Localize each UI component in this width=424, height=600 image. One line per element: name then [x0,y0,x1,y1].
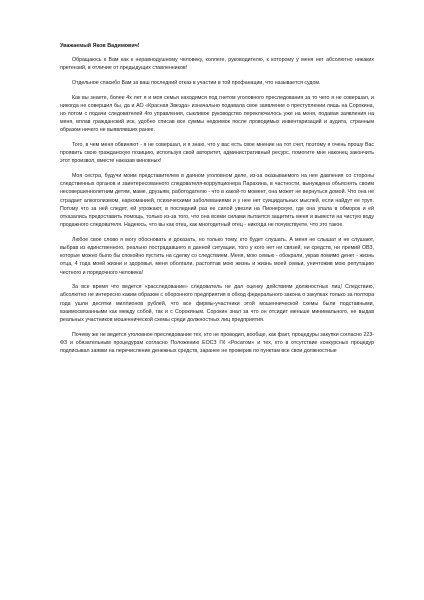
letter-paragraph: Любое свое слово я могу обосновать и доказать, но только тому, кто будет слушать. А меня не слышат и не слушают, выбрав из единственного, реально пострадавшего в данной ситуации, того у кого нет ни связей, ни средств, ни премий ОВЗ, которые можно было бы спокойно пустить на сделку со следствием. Меня, мою семью - обокрали, украв помимо денег - жизнь отца, 4 года моей жизни и здоровья, меня оболгали, растоптав мою жизнь и жизнь моей семьи, уничтожив мою репутацию честного и порядочного человека! [60,236,374,276]
letter-paragraph: Почему же не ведется уголовное преследование тех, кто не проводил, вообще, как факт, процедуры закупки согласно 223-ФЗ и обязательным процедурам согласно Положению ЕОСЗ ГК «Росатом» и тех, кто в отсутствие конкурсных процедур подписывал заявки на перечисление денежных средств, заранее не проверив по пунктам все свои должностные [60,331,374,355]
letter-paragraph: Того, в чем меня обвиняют - я не совершал, и я знаю, что у вас есть свое мнение на тот счет, поэтому я очень прошу Вас проявить свою гражданскую позицию, используя свой авторитет, административный ресурс, помогите мне наконец закончить этот произвол, вместе наказав виновных! [60,142,374,165]
letter-paragraph: Обращаюсь к Вам как к неравнодушному человеку, коллеге, руководителю, к которому у меня нет абсолютно никаких претензий, в отличие от предыдущих ставленников! [60,57,374,72]
letter-body [60,42,374,362]
letter-paragraph: За все время что ведется «расследование» следователь не дал оценку действиям должностных лиц! Следствию, абсолютно не интересно каким образом с оборонного предприятия в обход федерального закона о закупках только за полтора года ушли десятки миллионов рублей, что все фирмы-участники этой мошеннической схемы были подставными, взаимосвязанными как между собой, так и с Сорокиным. Сорокин знал за что он отсидит меньше минимального, не выдав реальных участников мошеннической схемы среди должностных лиц предприятия. [60,284,374,324]
letter-paragraph: Как вы знаете, более 4х лет я и моя семья находимся под гнетом уголовного преследования за то чего я не совершал, и никогда не совершил бы, да и АО «Красная Звезда» изначально подавала свое заявление о преступлении лишь на Сорокина, но потом с подачи следователей 4го управления, сыкливое руководство переключилось уже на меня, подавая заявления на меня, вплав гражданский иск, удобно списав все суммы недоимок после проводимых инвентаризаций и аудита, странным образом ничего не выявлявших ранее. [60,94,374,134]
letter-paragraph: Моя сестра, будучи моим представителем в данном уголовном деле, из-за оказываемого на нее давления со стороны следственных органов и заинтересованного следователя-коррупционера Парахина, в частности, вынуждена объяснять своим несовершеннолетним детям, маме, друзьям, работодателю - что в какой-то момент, она может не вернуться домой. Что она не страдает алкоголизмом, наркоманией, психическими заболеваниями и у нее нет суицидальных мыслей, если найдут ее труп. Потому что за ней следят, ей угрожают, в последний раз ее силой увезли на Пионерскую, где она упала в обморок и ей отказались предоставить помощь, только из-за того, что она всеми силами пытается защитить меня и вывести на чистую воду продажного следователя. Надеюсь, что вы как отец, как многодетный отец - никогда не почувствуете, что это такое. [60,173,374,229]
letter-greeting: Уважаемый Яков Вадимович! [60,43,140,49]
letter-paragraph: Отдельное спасибо Вам за ваш последний отказ в участии в той профанации, что называется судом. [72,80,321,86]
